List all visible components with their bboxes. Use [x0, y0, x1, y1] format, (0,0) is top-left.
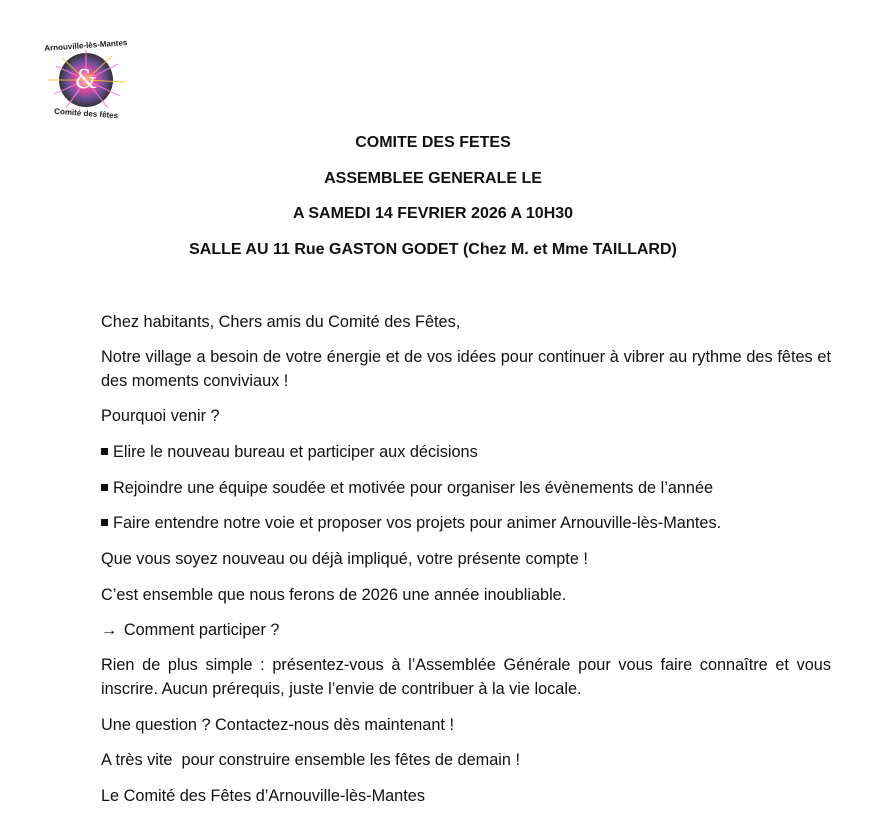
- soon-paragraph: A très vite pour construire ensemble les fêtes de demain !: [101, 751, 521, 769]
- signature: Le Comité des Fêtes d’Arnouville-lès-Mantes: [101, 787, 425, 805]
- bullet-text: Elire le nouveau bureau et participer aux décisions: [113, 443, 478, 461]
- bullet-text: Rejoindre une équipe soudée et motivée pour organiser les évènements de l’année: [113, 479, 714, 497]
- intro-paragraph: Notre village a besoin de votre énergie et de vos idées pour continuer à vibrer au rythme des fêtes et des moments conviviaux !: [101, 348, 831, 390]
- arrow-right-icon: →: [101, 621, 118, 639]
- how-text: Comment participer ?: [123, 621, 280, 639]
- header-meeting: ASSEMBLEE GENERALE LE: [324, 170, 542, 187]
- how-paragraph: [101, 618, 831, 642]
- fireworks-logo-graphic: [36, 36, 140, 120]
- simple-paragraph: Rien de plus simple : présentez-vous à l’Assemblée Générale pour vous faire connaître et vous inscrire. Aucun prérequis, juste l’envie de contribuer à la vie locale.: [101, 656, 831, 698]
- everyone-paragraph: Que vous soyez nouveau ou déjà impliqué, votre présente compte !: [101, 550, 588, 568]
- bullet-item: [101, 476, 831, 500]
- greeting-paragraph: Chez habitants, Chers amis du Comité des Fêtes,: [101, 313, 461, 331]
- svg-text:&: &: [74, 65, 98, 95]
- header-title: COMITE DES FETES: [355, 134, 511, 151]
- header-location: SALLE AU 11 Rue GASTON GODET (Chez M. et Mme TAILLARD): [189, 241, 677, 258]
- bullet-item: [101, 440, 831, 464]
- why-paragraph: Pourquoi venir ?: [101, 407, 220, 425]
- comite-des-fetes-logo: [36, 36, 140, 120]
- bullet-text: Faire entendre notre voie et proposer vos projets pour animer Arnouville-lès-Mantes.: [113, 514, 722, 532]
- square-bullet-icon: [101, 484, 108, 491]
- header-date: A SAMEDI 14 FEVRIER 2026 A 10H30: [292, 205, 574, 222]
- question-paragraph: Une question ? Contactez-nous dès maintenant !: [101, 716, 454, 734]
- square-bullet-icon: [101, 519, 108, 526]
- logo-text-top: Arnouville-lès-Mantes: [44, 38, 128, 53]
- together-paragraph: C’est ensemble que nous ferons de 2026 une année inoubliable.: [101, 586, 567, 604]
- bullet-item: [101, 511, 831, 535]
- square-bullet-icon: [101, 448, 108, 455]
- logo-text-bottom: Comité des fêtes: [53, 106, 119, 120]
